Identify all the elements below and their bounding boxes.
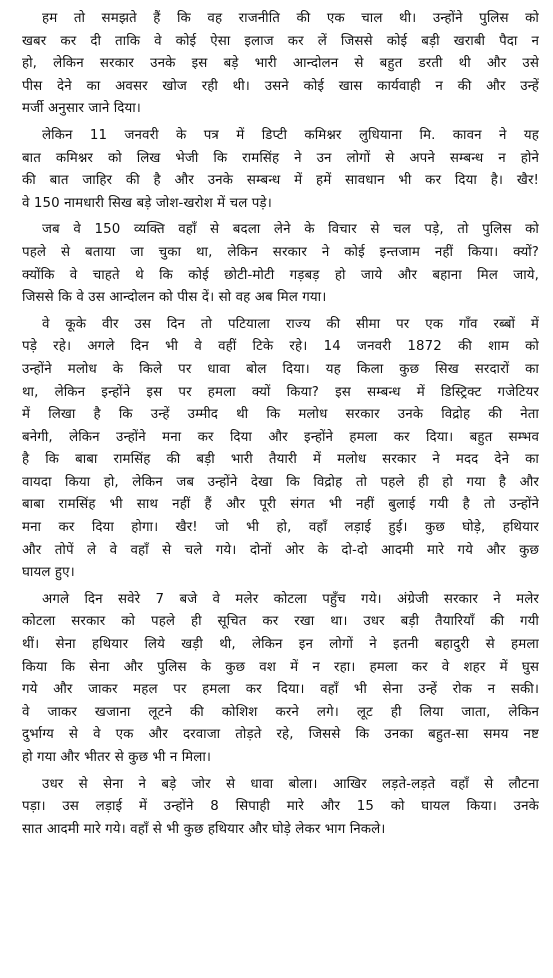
text-line: हम तो समझते हैं कि वह राजनीति की एक चाल थी। उन्होंने पुलिस को bbox=[42, 11, 539, 26]
text-line: किया कि सेना और पुलिस के कुछ वश में न रहा। हमला कर वे शहर में घुस bbox=[22, 659, 539, 675]
text-line: है कि बाबा रामसिंह की बड़ी भारी तैयारी में मलोध सरकार ने मदद देने का bbox=[22, 452, 539, 468]
paragraph-6 bbox=[22, 774, 539, 842]
text-line: गये और जाकर महल पर हमला कर दिया। वहाँ भी सेना उन्हें रोक न सकी। bbox=[22, 682, 539, 698]
text-line: हो, लेकिन सरकार उनके इस बड़े भारी आन्दोलन से बहुत डरती थी और उसे bbox=[22, 56, 539, 72]
text-line: बनेगी, लेकिन उन्होंने मना कर दिया और इन्होंने हमला कर दिया। बहुत सम्भव bbox=[22, 429, 539, 445]
text-line: था, लेकिन इन्होंने इस पर हमला क्यों किया? इस सम्बन्ध में डिस्ट्रिक्ट गजेटियर bbox=[22, 384, 539, 400]
text-line: उन्होंने मलोध के किले पर धावा बोल दिया। यह किला कुछ सिख सरदारों का bbox=[22, 361, 539, 377]
text-line: में लिखा है कि उन्हें उम्मीद थी कि मलोध सरकार उनके विद्रोह की नेता bbox=[22, 407, 539, 423]
text-line: बात कमिश्नर को लिख भेजी कि रामसिंह ने उन लोगों से अपने सम्बन्ध न होने bbox=[22, 150, 539, 166]
text-line: मर्जी अनुसार जाने दिया। bbox=[22, 101, 141, 117]
paragraph-5 bbox=[22, 589, 539, 770]
text-line: अगले दिन सवेरे 7 बजे वे मलेर कोटला पहुँच गये। अंग्रेजी सरकार ने मलेर bbox=[42, 591, 539, 607]
text-line: घायल हुए। bbox=[22, 565, 75, 581]
text-line: बाबा रामसिंह भी साथ नहीं हैं और पूरी संगत भी नहीं बुलाई गयी है तो उन्होंने bbox=[22, 497, 539, 513]
paragraph-3 bbox=[22, 219, 539, 309]
text-line: पड़ा। उस लड़ाई में उन्होंने 8 सिपाही मारे और 15 को घायल किया। उनके bbox=[22, 799, 539, 815]
text-line: क्योंकि वे चाहते थे कि कोई छोटी-मोटी गड़बड़ हो जाये और बहाना मिल जाये, bbox=[22, 267, 539, 283]
text-line: हो गया और भीतर से कुछ भी न मिला। bbox=[22, 750, 212, 765]
text-line: जब वे 150 व्यक्ति वहाँ से बदला लेने के विचार से चल पड़े, तो पुलिस को bbox=[42, 222, 539, 238]
text-line: जिससे कि वे उस आन्दोलन को पीस दें। सो वह अब मिल गया। bbox=[22, 290, 327, 306]
text-line: की बात जाहिर की है और उनके सम्बन्ध में हमें सावधान भी कर दिया है। खैर! bbox=[22, 173, 539, 189]
text-line: उधर से सेना ने बड़े जोर से धावा बोला। आखिर लड़ते-लड़ते वहाँ से लौटना bbox=[42, 776, 539, 792]
text-line: पड़े रहे। अगले दिन भी वे वहीं टिके रहे। 14 जनवरी 1872 की शाम को bbox=[22, 339, 539, 355]
text-line: वे कूके वीर उस दिन तो पटियाला राज्य की सीमा पर एक गाँव रब्बों में bbox=[42, 316, 539, 332]
text-line: पहले से बताया जा चुका था, लेकिन सरकार ने कोई इन्तजाम नहीं किया। क्यों? bbox=[22, 244, 539, 260]
text-line: वे जाकर खजाना लूटने की कोशिश करने लगे। लूट ही लिया जाता, लेकिन bbox=[22, 704, 539, 720]
text-line: पीस देने का अवसर खोज रही थी। उसने कोई खास कार्यवाही न की और उन्हें bbox=[22, 78, 539, 94]
paragraph-2 bbox=[22, 125, 539, 215]
text-line: मना कर दिया होगा। खैर! जो भी हो, वहाँ लड़ाई हुई। कुछ घोड़े, हथियार bbox=[22, 520, 539, 536]
text-line: वायदा किया हो, लेकिन जब उन्होंने देखा कि विद्रोह तो पहले ही हो गया है और bbox=[22, 474, 539, 490]
text-line: सात आदमी मारे गये। वहाँ से भी कुछ हथियार और घोड़े लेकर भाग निकले। bbox=[22, 821, 386, 837]
text-line: खबर कर दी ताकि वे कोई ऐसा इलाज कर लें जिससे कोई बड़ी खराबी पैदा न bbox=[22, 33, 539, 49]
text-line: और तोपें ले वे वहाँ से चले गये। दोनों ओर के दो-दो आदमी मारे गये और कुछ bbox=[22, 542, 539, 558]
text-line: दुर्भाग्य से वे एक और दरवाजा तोड़ते रहे, जिससे कि उनका बहुत-सा समय नष्ट bbox=[22, 727, 539, 743]
paragraph-4 bbox=[22, 314, 539, 585]
text-line: लेकिन 11 जनवरी के पत्र में डिप्टी कमिश्नर लुधियाना मि. कावन ने यह bbox=[42, 127, 539, 143]
text-line: कोटला सरकार को पहले ही सूचित कर रखा था। उधर बड़ी तैयारियाँ की गयी bbox=[22, 614, 539, 630]
text-line: वे 150 नामधारी सिख बड़े जोश-खरोश में चल पड़े। bbox=[22, 195, 272, 211]
text-line: थीं। सेना हथियार लिये खड़ी थी, लेकिन इन लोगों ने इतनी बहादुरी से हमला bbox=[22, 637, 539, 653]
paragraph-1 bbox=[22, 8, 539, 121]
